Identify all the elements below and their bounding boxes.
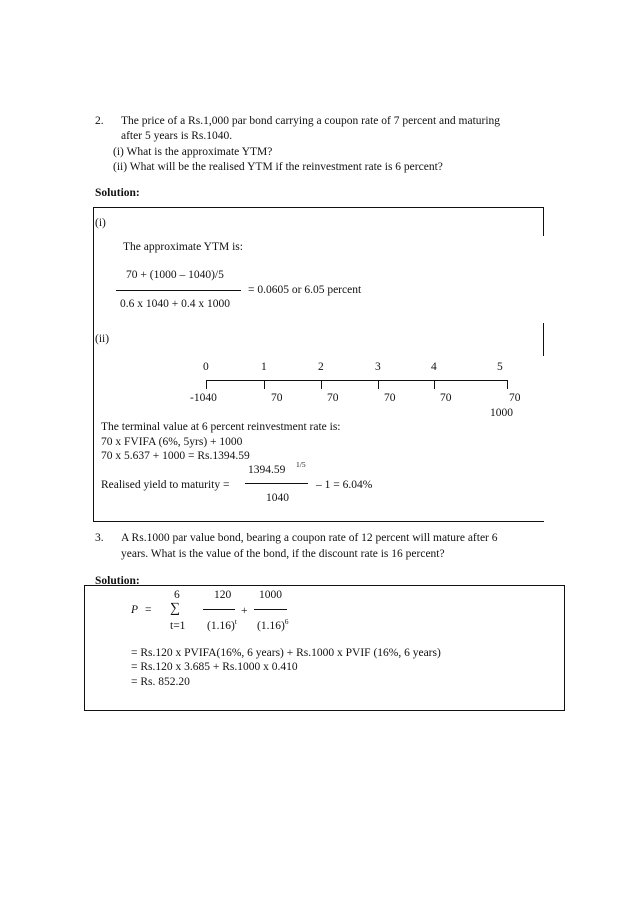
ytm-denominator: 0.6 x 1040 + 0.4 x 1000 <box>120 298 230 310</box>
yield-label: Realised yield to maturity = <box>101 479 230 491</box>
q2-box-right-border-lower <box>543 323 544 356</box>
q3-text-line2: years. What is the value of the bond, if the discount rate is 16 percent? <box>121 548 445 560</box>
yield-result: – 1 = 6.04% <box>316 479 373 491</box>
q2-box-top-border <box>93 207 544 208</box>
yield-fraction-bar <box>245 483 308 484</box>
q2-box-right-border-upper <box>543 207 544 236</box>
timeline-tick-2 <box>321 380 322 389</box>
timeline-tick-4 <box>434 380 435 389</box>
q3-text-line1: A Rs.1000 par value bond, bearing a coupon rate of 12 percent will mature after 6 <box>121 532 498 544</box>
cashflow-0: -1040 <box>190 392 217 404</box>
q3-step-3: = Rs. 852.20 <box>131 676 190 688</box>
ytm-fraction-bar <box>116 290 241 291</box>
cashflow-5-principal: 1000 <box>490 407 513 419</box>
q3-solution-label: Solution: <box>95 575 140 587</box>
timeline-tick-3 <box>378 380 379 389</box>
timeline-period-5: 5 <box>497 361 503 373</box>
terminal-value-intro: The terminal value at 6 percent reinvestment rate is: <box>101 421 341 433</box>
term1-denominator: $(1.16)^t$ <box>207 617 237 632</box>
q2-solution-label: Solution: <box>95 187 140 199</box>
ytm-numerator: 70 + (1000 – 1040)/5 <box>126 269 224 281</box>
cashflow-5-coupon: 70 <box>509 392 521 404</box>
sigma-upper-limit: 6 <box>174 589 180 601</box>
price-symbol: P <box>131 604 139 616</box>
ytm-intro: The approximate YTM is: <box>123 241 243 253</box>
term2-fraction-bar <box>254 609 287 610</box>
terminal-value-calc: 70 x 5.637 + 1000 = Rs.1394.59 <box>101 450 250 462</box>
q2-box-bottom-border <box>93 521 544 522</box>
timeline-period-4: 4 <box>431 361 437 373</box>
plus-sign: + <box>241 605 248 617</box>
timeline-period-2: 2 <box>318 361 324 373</box>
q2-subquestion-ii: (ii) What will be the realised YTM if the reinvestment rate is 6 percent? <box>113 161 443 173</box>
ytm-result: = 0.0605 or 6.05 percent <box>248 284 362 296</box>
yield-exponent: 1/5 <box>296 460 306 469</box>
timeline-axis <box>206 380 508 381</box>
q2-text-line1: The price of a Rs.1,000 par bond carrying a coupon rate of 7 percent and maturing <box>121 115 501 127</box>
part-i-label: (i) <box>95 217 106 229</box>
cashflow-1: 70 <box>271 392 283 404</box>
q2-number: 2. <box>95 115 104 127</box>
price-equals: = <box>145 604 152 616</box>
q3-step-2: = Rs.120 x 3.685 + Rs.1000 x 0.410 <box>131 661 298 673</box>
term1-numerator: 120 <box>214 589 232 601</box>
term1-fraction-bar <box>203 609 235 610</box>
yield-numerator: 1394.59 <box>248 464 286 476</box>
q2-box-left-border <box>93 207 94 522</box>
yield-denominator: 1040 <box>266 492 289 504</box>
sigma-symbol: ∑ <box>170 601 180 616</box>
terminal-value-formula: 70 x FVIFA (6%, 5yrs) + 1000 <box>101 436 243 448</box>
q2-subquestion-i: (i) What is the approximate YTM? <box>113 146 273 158</box>
q2-text-line2: after 5 years is Rs.1040. <box>121 130 233 142</box>
term2-exponent: 6 <box>284 617 289 626</box>
cashflow-2: 70 <box>327 392 339 404</box>
timeline-period-1: 1 <box>261 361 267 373</box>
timeline-period-0: 0 <box>203 361 209 373</box>
part-ii-label: (ii) <box>95 333 110 345</box>
term1-exponent: t <box>234 617 237 626</box>
cashflow-4: 70 <box>440 392 452 404</box>
sigma-lower-limit: t=1 <box>170 620 186 632</box>
q3-number: 3. <box>95 532 104 544</box>
q3-step-1: = Rs.120 x PVIFA(16%, 6 years) + Rs.1000 x PVIF (16%, 6 years) <box>131 647 441 659</box>
timeline-period-3: 3 <box>375 361 381 373</box>
timeline-tick-0 <box>206 380 207 389</box>
timeline-tick-1 <box>264 380 265 389</box>
term2-numerator: 1000 <box>259 589 282 601</box>
cashflow-3: 70 <box>384 392 396 404</box>
term2-denominator: $(1.16)^6$ <box>257 617 289 632</box>
timeline-tick-5 <box>507 380 508 389</box>
